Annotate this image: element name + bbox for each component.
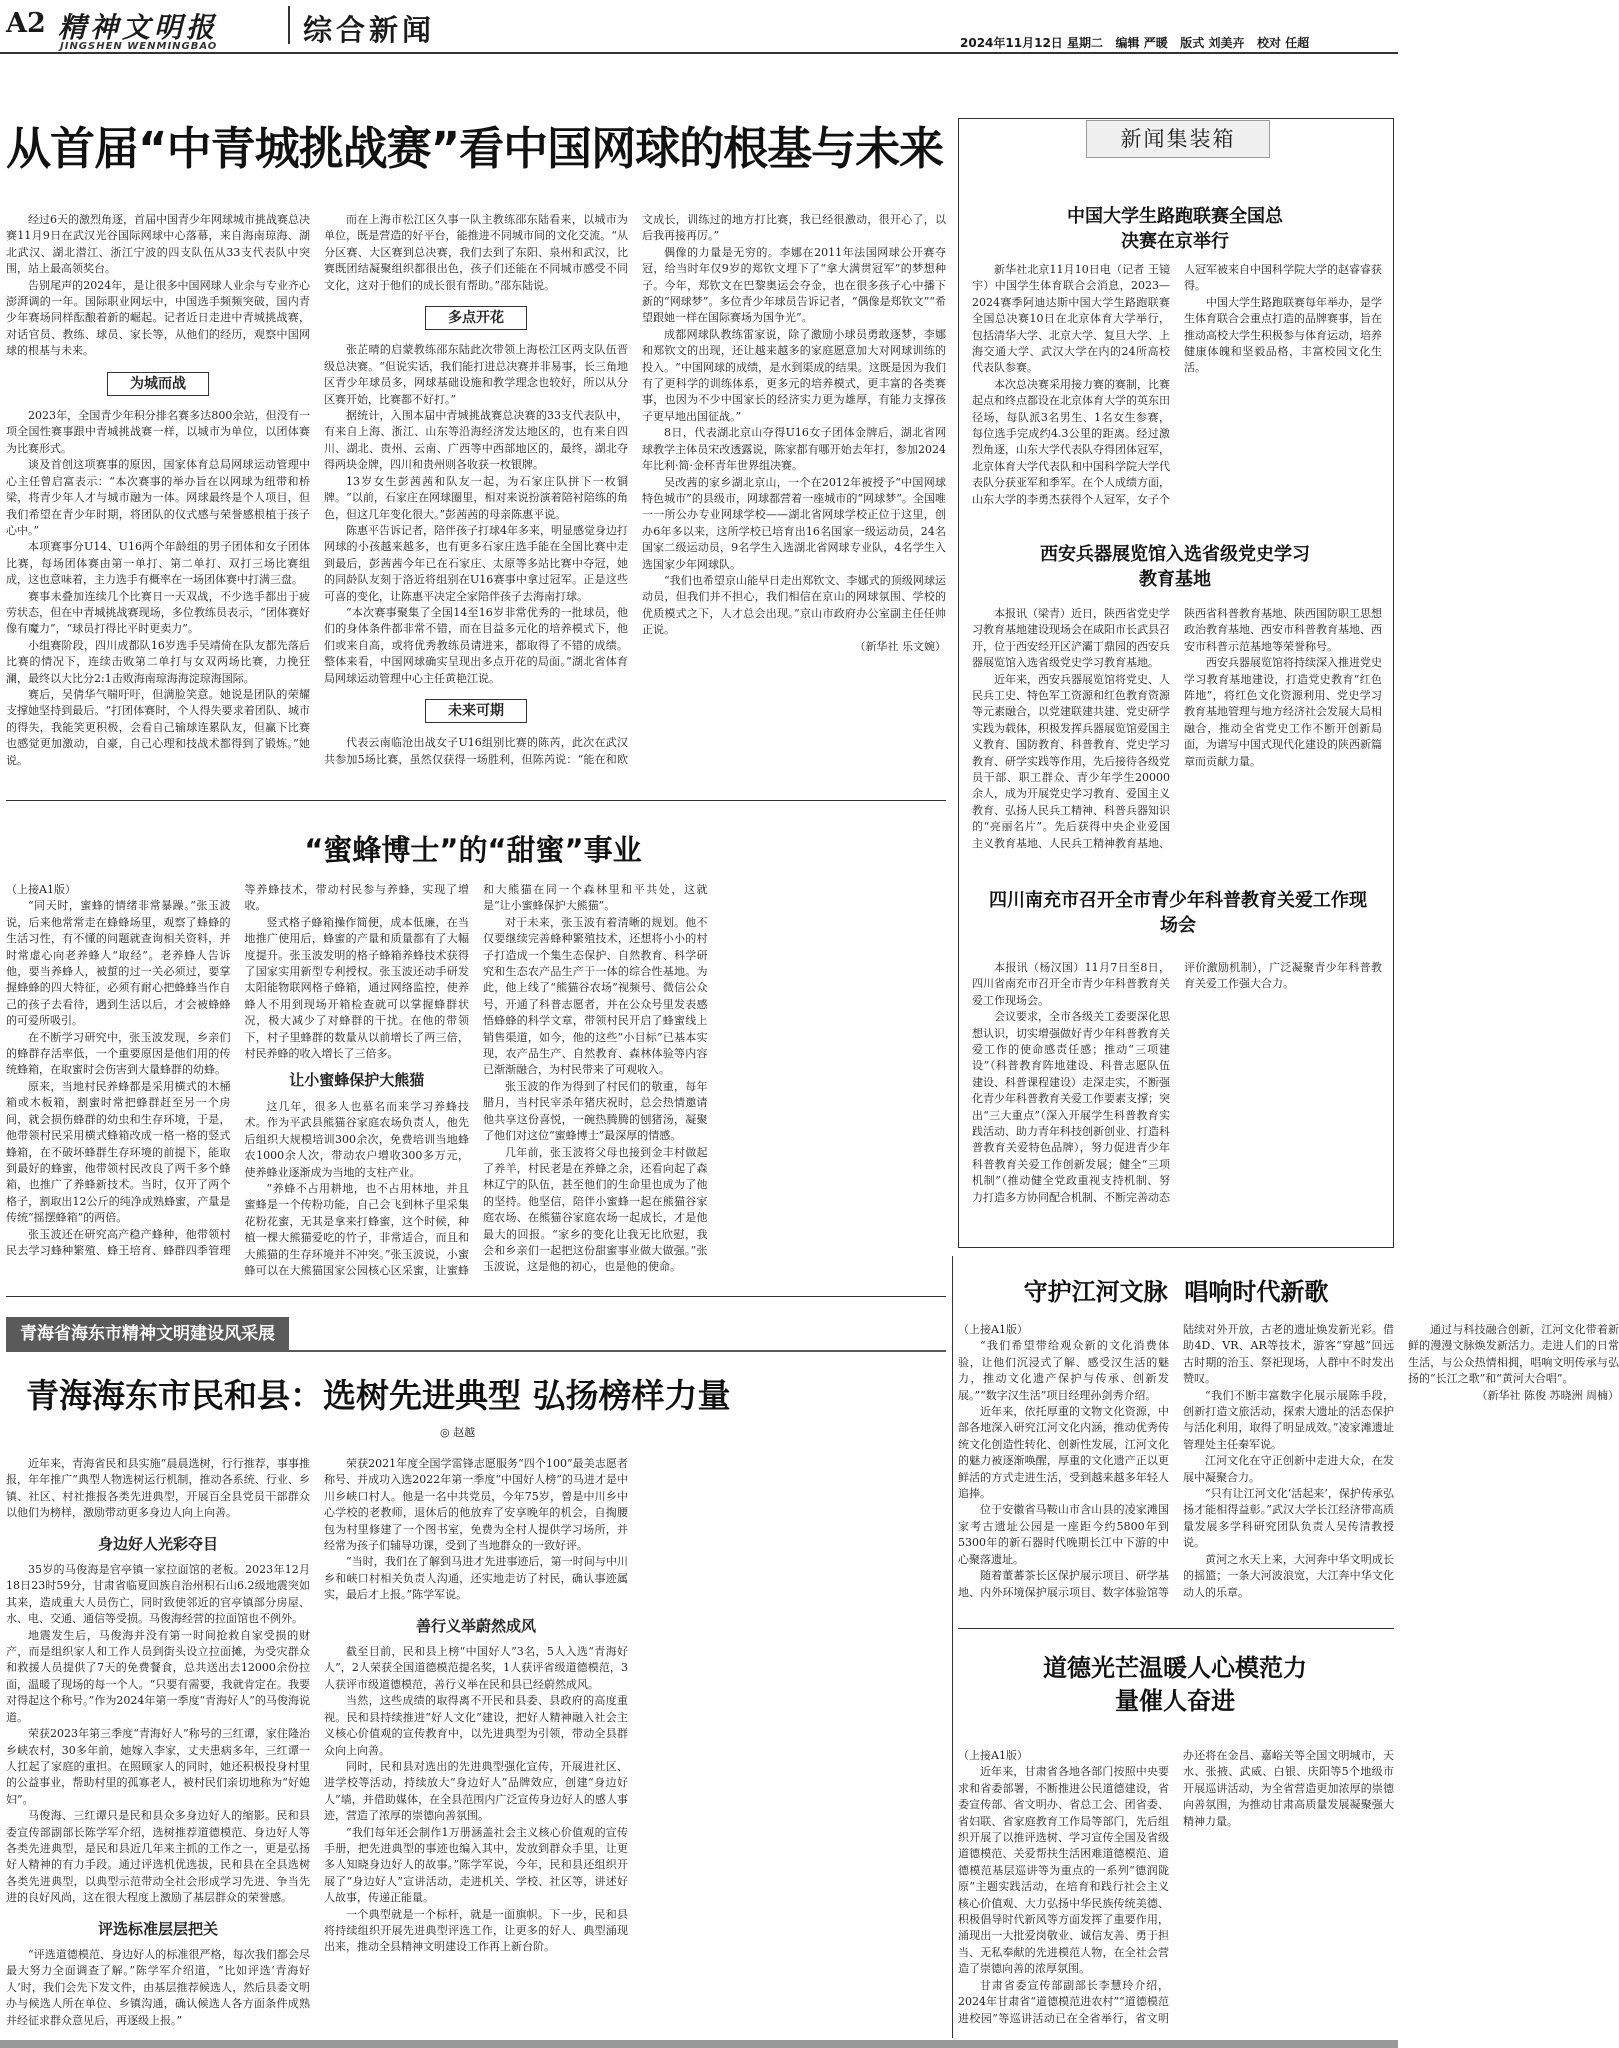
bee-paragraph: 这几年，很多人也慕名而来学习养蜂技术。作为平武县熊猫谷家庭农场负责人，他先后组织大规模培训300余次，免费培训当地蜂农1000余人次，带动农户增收300多万元，使养蜂业逐渐成为当地的支柱产业。 [244, 1099, 469, 1179]
qinghai-paragraph: 同时，民和县对选出的先进典型强化宣传，开展进社区、进学校等活动，持续放大“身边好人”品牌效应，创建“身边好人”墙，并借助媒体，在全县范围内广泛宣传身边好人的感人事迹，营造了浓厚的崇德向善氛围。 [324, 1759, 628, 1823]
sidebar-a5-paragraph: 甘肃省委宣传部副部长李慧玲介绍，2024年甘肃省“道德模范进农村”“道德模范进校园”等巡讲活动已在全省举行，省文明办还将在金昌、嘉峪关等全国文明城市，天水、张掖、武威、白银、庆阳等5个地级市开展巡讲活动，为全省营造更加浓厚的崇德向善氛围，为推动甘肃高质量发展凝聚强大精神力量。 [958, 1749, 1394, 2025]
masthead [0, 0, 1398, 56]
tennis-paragraph: 吴改茜的家乡湖北京山，一个在2012年被授予“中国网球特色城市”的县级市，网球都营着一座城市的“网球梦”。全国唯一一所公办专业网球学校——湖北省网球学校正位于这里，创办6年多以来，这所学校已培育出16名国家一级运动员，24名国家二级运动员，9名学生入选湖北省网球专业队，4名学生入选国家少年网球队。 [642, 475, 946, 571]
editor-credit: 编辑 严暖 [1115, 36, 1168, 50]
tennis-subhead: 未来可期 [425, 699, 527, 723]
tennis-body [6, 212, 946, 792]
sidebar-a1-body [972, 262, 1382, 520]
bee-paragraph: “同天时，蜜蜂的情绪非常暴躁。”张玉波说，后来他常常走在蜂蜂场里，观察了蜂蜂的生活习性，有不懂的问题就查询相关资料，并时常虚心向老养蜂人“取经”。老养蜂人告诉他，要当养蜂人，被蜇的过一关必须过，要掌握蜂蜂的四大特征，必须有耐心把蜂蜂当作自己的孩子去看待，遇到生活以后，才会被蜂蜂的可爱所吸引。 [6, 899, 231, 1028]
tennis-paragraph: 告别尾声的2024年，是让很多中国网球人业余与专业齐心澎湃调的一年。国际职业网坛中，中国选手频频突破，国内青少年赛场同样酝酿着新的崛起。记者近日走进中青城挑战赛，对话官员、教练、球员、家长等，从他们的经历，观察中国网球的根基与未来。 [6, 278, 310, 358]
sidebar-a4-continued-from: （上接A1版） [958, 1323, 1028, 1336]
qinghai-paragraph: 地震发生后，马俊海并没有第一时间抢救自家受损的财产，而是组织家人和工作人员到街头设立拉面摊，为受灾群众和救援人员提供了7天的免费餐食，总共送出去12000余份拉面，温暖了现场的每一个人。“只要有需要，我就肯定在。我要对得起这个称号。”作为2024年第一季度“青海好人”的马俊海说道。 [6, 1628, 310, 1724]
tennis-subhead: 多点开花 [425, 306, 527, 330]
sidebar-a4-paragraph: 近年来，依托厚重的文物文化资源，中部各地深入研究江河文化内涵，推动优秀传统文化创造性转化、创新性发展，江河文化的魅力被逐渐唤醒，厚重的文化遗产正以更鲜活的方式走进生活，受到越来越多年轻人追捧。 [958, 1405, 1169, 1501]
bee-paragraph: 竖式格子蜂箱操作简便，成本低廉，在当地推广使用后，蜂蜜的产量和质量都有了大幅度提升。张玉波发明的格子蜂箱养蜂技术获得了国家实用新型专利授权。张玉波还动手研发太阳能物联网格子蜂箱，通过网络监控，使养蜂人不用到现场开箱检查就可以掌握蜂群状况，极大减少了对蜂群的干扰。在他的带领下，村子里蜂群的数量从以前增长了两三倍，村民养蜂的收入增长了三倍多。 [244, 915, 469, 1061]
bee-paragraph: 原来，当地村民养蜂都是采用横式的木桶箱或木板箱，割蜜时常把蜂群赶至另一个房间，就会损伤蜂群的幼虫和生存环境，于是，他带领村民采用横式蜂箱改成一格一格的竖式蜂箱，在不破坏蜂群生存环境的前提下，能取到最好的蜂蜜，他带领村民改良了两千多个蜂箱，也推广了养蜂新技术。当时，仅开了两个格子，割取出12公斤的纯净成熟蜂蜜，产量是传统“摇摆蜂箱”的两倍。 [6, 1079, 231, 1225]
tennis-paragraph: 代表云南临沧出战女子U16组别比赛的陈芮，此次在武汉共参加5场比赛，虽然仅获得一场胜利，但陈芮说：“能在和欧文成长，训练过的地方打比赛，我已经很激动，很开心了，以后我再接再厉。” [324, 213, 946, 766]
qinghai-banner-rule [6, 1350, 946, 1352]
tennis-paragraph: 经过6天的激烈角逐，首届中国青少年网球城市挑战赛总决赛11月9日在武汉光谷国际网球中心落幕，来自海南琼海、湖北武汉、湖北潜江、浙江宁波的四支队伍从33支代表队中突围，站上最高领奖台。 [6, 213, 310, 276]
qinghai-paragraph: 当然，这些成绩的取得离不开民和县委、县政府的高度重视。民和县持续推进“好人文化”建设，把好人精神融入社会主义核心价值观的宣传教育中，以先进典型为引领，带动全县群众向上向善。 [324, 1694, 628, 1757]
sidebar-a2-body [972, 606, 1382, 856]
sidebar-a1-paragraph: 新华社北京11月10日电（记者 王镜宇）中国学生体育联合会消息，2023—2024赛季阿迪达斯中国大学生路跑联赛全国总决赛10日在北京体育大学举行，包括清华大学、北京大学、复旦大学、上海交通大学、武汉大学在内的24所高校代表队参赛。 [972, 263, 1170, 375]
paper-name-logo: 精神文明报 [58, 11, 219, 44]
sidebar-a1-paragraph: 中国大学生路跑联赛每年举办，是学生体育联合会重点打造的品牌赛事，旨在推动高校大学生积极参与体育运动，培养健康体魄和坚毅品格，丰富校园文化生活。 [1184, 295, 1382, 375]
tennis-paragraph: 8日，代表湖北京山夺得U16女子团体金牌后，湖北省网球教学主体员宋改透露说，陈家都有哪开始去年打，参加2024年比利·简·金杯青年世界组决赛。 [642, 426, 946, 473]
tennis-paragraph: 陈惠平告诉记者，陪伴孩子打球4年多来，明显感觉身边打网球的小孩越来越多，也有更多石家庄选手能在全国比赛中走到最后，彭茜茜今年已在石家庄、太原等多站比赛中夺冠，她的同龄队友刻于洛近将组别在U16赛事中拿过冠军。正是这些可喜的变化，让陈惠平决定全家陪伴孩子去海南打球。 [324, 523, 628, 603]
sidebar-a3-body [972, 960, 1382, 1230]
tennis-paragraph: 赛后，吴倩华气喘吁吁，但满脸笑意。她说是团队的荣耀支撑她坚持到最后。“打团体赛时，个人得失要求着团队、城市的得失，我能笑更积极，会看自己输球连累队友，但赢下比赛也感觉更加激动，自豪，自己心理和技战术都得到了锻炼。”她说。 [6, 687, 310, 767]
qinghai-paragraph: 一个典型就是一个标杆，就是一面旗帜。下一步，民和县将持续组织开展先进典型评选工作，让更多的好人、典型涌现出来，推动全县精神文明建设工作再上新台阶。 [324, 1907, 628, 1954]
sidebar-a4-paragraph: 通过与科技融合创新，江河文化带着新鲜的漫漫文脉焕发新活力。走进人们的日常生活，与公众热情相拥，唱响文明传承与弘扬的“长江之歌”和“黄河大合唱”。 [1408, 1323, 1619, 1386]
bee-body [6, 882, 946, 1282]
bee-paragraph: 对于未来，张玉波有着清晰的规划。他不仅要继续完善蜂种繁殖技术，还想将小小的村子打造成一个集生态保护、自然教育、科学研究和生态农产品生产于一体的综合性基地。为此，他上线了“熊猫谷农场”视频号、微信公众号，开通了科普志愿者，并在公众号里发表感悟蜂蜂的科学文章，带领村民开启了蜂蜜线上销售渠道，如今，他的这些“小目标”已基本实现，农产品生产、自然教育、森林体验等内容已渐渐融合，为村民带来了可观收入。 [483, 915, 708, 1077]
sidebar-a2-paragraph: 本报讯（梁青）近日，陕西省党史学习教育基地建设现场会在咸阳市长武县召开，位于西安经开区浐灞丁鼎园的西安兵器展览馆入选省级党史学习教育基地。 [972, 607, 1170, 670]
qinghai-subhead: 善行义举蔚然成风 [415, 1616, 536, 1635]
tennis-paragraph: 谈及首创这项赛事的原因，国家体育总局网球运动管理中心主任曾启富表示：“本次赛事的举办旨在以网球为纽带和桥梁，将青少年人才与城市融为一体。网球最终是个人项目，但我们希望在青少年时期，将团队的仪式感与荣誉感根植于孩子心中。” [6, 458, 310, 537]
tennis-paragraph: 小组赛阶段，四川成都队16岁选手吴靖倚在队友都先落后比赛的情况下，连续击败第二单打与女双两场比赛，力挽狂澜，最终以大比分2:1击败海南琼海海淀琼海国际。 [6, 638, 310, 685]
qinghai-subhead: 身边好人光彩夺目 [97, 1534, 218, 1553]
masthead-divider [288, 6, 290, 44]
sidebar-header-label: 新闻集装箱 [1120, 127, 1236, 151]
qinghai-paragraph: 35岁的马俊海是官亭镇一家拉面馆的老板。2023年12月18日23时59分，甘肃省临夏回族自治州积石山6.2级地震突如其来，造成重大人员伤亡，同时致使邻近的官亭镇部分房屋、水、电、交通、通信等受损。马俊海经营的拉面馆也不例外。 [6, 1563, 310, 1626]
bee-paragraph: 几年前，张玉波将父母也接到金丰村做起了养羊，村民老是在养蜂之余，还看向起了森林辽宁的队伍，甚至他们的生命里也成为了他的坚持。他坚信，陪伴小蜜蜂一起在熊猫谷家庭农场、在熊猫谷家庭农场一起成长，才是他最大的回报。“家乡的变化让我无比欣慰，我会和乡亲们一起把这份甜蜜事业做大做强。”张玉波说，这是他的初心，也是他的使命。 [483, 1145, 708, 1274]
proof-credit: 校对 任超 [1257, 36, 1310, 50]
tennis-paragraph: 2023年，全国青少年积分排名赛多达800余站，但没有一项全国性赛事跟中青城挑战赛一样，以城市为单位，以团体赛为比赛形式。 [6, 409, 310, 455]
tennis-paragraph: 赛事未叠加连续几个比赛日一天双战，不少选手都出于疲劳状态，但在中青城挑战赛现场，多位教练员表示，“团体赛好像有魔力”，“球员打得比平时更卖力”。 [6, 589, 310, 636]
sidebar-a4-title: 守护江河文脉 唱响时代新歌 [1023, 1278, 1329, 1306]
qinghai-paragraph: “我们每年还会制作1万册涵盖社会主义核心价值观的宣传手册，把先进典型的事迹也编入其中，发放到群众手里，让更多人知晓身边好人的故事。”陈学军说，今年，民和县还组织开展了“身边好人”宣讲活动，走进机关、学校、社区等，讲述好人故事，传递正能量。 [324, 1825, 628, 1905]
tennis-paragraph: 张芷晴的启蒙教练邵东陆此次带领上海松江区两支队伍晋级总决赛。“但说实话，我们能打进总决赛并非易事，长三角地区青少年球员多，网球基础设施和教学理念也较好，所以从分区赛开始，比赛都不好打。” [324, 343, 628, 406]
tennis-paragraph: 而在上海市松江区久事一队主教练邵东陆看来，以城市为单位，既是营造的好平台，能推进不同城市间的文化交流。“从分区赛、大区赛到总决赛，我们去到了东阳、泉州和武汉，比赛既团结凝聚组织都很出色，孩子们还能在不同城市感受不同文化，这对于他们的成长很有帮助。”邵东陆说。 [324, 213, 628, 292]
tennis-paragraph: 13岁女生彭茜茜和队友一起，为石家庄队拼下一枚铜牌。“以前，石家庄在网球圈里，相对来说扮演着陪衬陪练的角色，但这几年变化很大。”彭茜茜的母亲陈惠平说。 [324, 474, 628, 521]
qinghai-paragraph: “评选道德模范、身边好人的标准很严格，每次我们都会尽最大努力全面调查了解。”陈学军介绍道，“比如评选‘青海好人’时，我们会先下发文件，由基层推荐候选人，然后县委文明办与候选人所在单位、乡镇沟通，确认候选人各方面条件成熟并经征求群众意见后，再逐级上报。” [6, 1947, 310, 2027]
qinghai-headline: 青海海东市民和县：选树先进典型 弘扬榜样力量 [26, 1376, 731, 1415]
sidebar-a4-paragraph: 位于安徽省马鞍山市含山县的凌家滩国家考古遗址公园是一座距今约5800年到5300年的新石器时代晚期长江中下游的中心聚落遗址。 [958, 1503, 1169, 1566]
bee-headline: “蜜蜂博士”的“甜蜜”事业 [304, 833, 642, 867]
sidebar-a5-continued-from: （上接A1版） [958, 1749, 1028, 1762]
sidebar-a4-paragraph: “我们希望带给观众新的文化消费体验，让他们沉浸式了解、感受汉生活的魅力，推动文化遗产保护与传承、创新发展。”“数字汉生活”项目经理孙剑秀介绍。 [958, 1339, 1169, 1402]
masthead-meta [960, 34, 1309, 51]
bee-paragraph: 张玉波的作为得到了村民们的敬重，每年腊月，当村民宰杀年猪庆祝时，总会热情邀请他共享这份喜悦，一碗热腾腾的刨猪汤，凝聚了他们对这位“蜜蜂博士”最深厚的情感。 [483, 1079, 708, 1143]
sidebar-a5-title: 道德光芒温暖人心模范力量催人奋进 [1043, 1654, 1307, 1715]
column-divider [952, 1256, 953, 2038]
qinghai-paragraph: “当时，我们在了解到马进才先进事迹后，第一时间与中川乡和峡口村相关负责人沟通，还实地走访了村民，确认事迹属实，最后才上报。”陈学军说。 [324, 1555, 628, 1602]
tennis-paragraph: 据统计，入围本届中青城挑战赛总决赛的33支代表队中，有来自上海、浙江、山东等沿海经济发达地区的，也有来自四川、湖北、贵州、云南、广西等中西部地区的，最终，湖北夺得两块金牌，四川和贵州则各收获一枚银牌。 [324, 409, 628, 472]
masthead-rule [0, 52, 1398, 54]
section-name: 综合新闻 [303, 13, 436, 47]
qinghai-paragraph: 截至目前，民和县上榜“中国好人”3名，5人入选“青海好人”，2人荣获全国道德模范提名奖，1人获评省级道德模范，3人获评市级道德模范，善行义举在民和县已经蔚然成风。 [324, 1645, 628, 1691]
sidebar-a2-paragraph: 西安兵器展览馆将持续深入推进党史学习教育基地建设，打造党史教育“红色阵地”，将红色文化资源利用、党史学习教育基地管理与地方经济社会发展大局相融合，推动全省党史工作不断开创新局面，为谱写中国式现代化建设的陕西新篇章而贡献力量。 [1184, 656, 1382, 768]
tennis-paragraph: “本次赛事聚集了全国14至16岁非常优秀的一批球员，他们的身体条件都非常不错，而在目益多元化的培养模式下，他们或来自高，或将优秀教练员请进来，都取得了不错的成绩。整体来看，中国网球确实呈现出多点开花的局面。”湖北省体育局网球运动管理中心主任黄艳江说。 [324, 605, 628, 685]
sidebar-a4-paragraph: 黄河之水天上来，大河奔中华文明成长的摇篮；一条大河波浪宽，大江奔中华文化动人的乐章。 [1183, 1552, 1394, 1599]
tennis-paragraph: “我们也希望京山能早日走出郑钦文、李娜式的顶级网球运动员，但我们并不担心，我们相信在京山的网球氛围、学校的优质模式之下，人才总会出现。”京山市政府办公室副主任任帅正说。 [642, 573, 946, 637]
sidebar-a3-paragraph: 会议要求，全市各级关工委要深化思想认识，切实增强做好青少年科普教育关爱工作的使命感责任感；推动“三项建设”（科普教育阵地建设、科普志愿队伍建设、科普课程建设）走深走实，不断强化青少年科普教育关爱工作要素支撑；突出“三大重点”（深入开展学生科普教育实践活动、助力青年科技创新创业、打造科普教育关爱特色品牌），努力促进青少年科普教育关爱工作创新发展；健全“三项机制”（推动健全党政重视支持机制、努力打造多方协同配合机制、不断完善动态评价激励机制），广泛凝聚青少年科普教育关爱工作强大合力。 [972, 961, 1382, 1204]
tennis-paragraph: 偶像的力量是无穷的。李娜在2011年法国网球公开赛夺冠，给当时年仅9岁的郑钦文埋下了“拿大满贯冠军”的梦想种子。今年，郑钦文在巴黎奥运会夺金，也在很多孩子心中播下新的“网球梦”。多位青少年球员告诉记者，“偶像是郑钦文”“希望跟她一样在国际赛场为国争光”。 [642, 245, 946, 325]
bee-paragraph: “养蜂不占用耕地，也不占用林地，并且蜜蜂是一个传粉功能，自己会飞到林子里采集花粉花蜜，无其是拿来打蜂蜜，这个时候，种植一棵大熊猫爱吃的竹子，非常适合，而且和大熊猫的生存环境并不冲突。”张玉波说，小蜜蜂可以在大熊猫国家公园核心区采蜜，让蜜蜂和大熊猫在同一个森林里和平共处，这就是“让小蜜蜂保护大熊猫”。 [244, 883, 708, 1277]
tennis-byline: （新华社 乐文婉） [854, 639, 946, 653]
page-bottom-bar [0, 2040, 1398, 2048]
sidebar-a3-title: 四川南充市召开全市青少年科普教育关爱工作现场会 [989, 890, 1367, 936]
tennis-bottom-rule [6, 800, 946, 801]
sidebar-a5-body [958, 1748, 1394, 2038]
sidebar-a4-bottom-rule [958, 1628, 1394, 1629]
layout-credit: 版式 刘美卉 [1180, 36, 1245, 50]
qinghai-author: ◎ 赵越 [440, 1426, 476, 1439]
tennis-paragraph: 成都网球队教练雷家说，除了激励小球员勇敢逐梦，李娜和郑钦文的出现，还让越来越多的家庭愿意加大对网球训练的投入。“中国网球的成绩，是水到渠成的结果。这既是因为我们有了更科学的训练体系，更多元的培养模式，更丰富的各类赛事，也因为不少中国家长的经济实力更为雄厚，有能力支撑孩子更早地出国征战。” [642, 327, 946, 423]
sidebar-a4-byline: （新华社 陈俊 苏晓洲 周楠） [1476, 1388, 1619, 1402]
bee-continued-from: （上接A1版） [6, 883, 76, 896]
sidebar-a4-paragraph: 江河文化在守正创新中走进大众，在发展中凝聚合力。 [1183, 1454, 1394, 1484]
page-number: A2 [6, 8, 46, 39]
sidebar-a4-paragraph: 随着董蕃茶长区保护展示项目、研学基地、内外环境保护展示项目、数字体验馆等陆续对外开放，古老的遗址焕发新光彩。借助4D、VR、AR等技术，游客“穿越”回远古时期的治玉、祭祀现场，人群中不时发出赞叹。 [958, 1323, 1394, 1599]
qinghai-subhead: 评选标准层层把关 [97, 1919, 218, 1938]
tennis-headline: 从首届“中青城挑战赛”看中国网球的根基与未来 [6, 122, 944, 175]
tennis-subhead: 为城而战 [107, 372, 209, 396]
sidebar-a1-title: 中国大学生路跑联赛全国总决赛在京举行 [1067, 206, 1283, 252]
sidebar-a4-paragraph: “只有让江河文化‘活起来’，保护传承弘扬才能相得益彰。”武汉大学长江经济带高质量发展多学科研究团队负责人吴传清教授说。 [1183, 1487, 1394, 1550]
sidebar-a1-paragraph: 本次总决赛采用接力赛的赛制，比赛起点和终点都设在北京体育大学的英东田径场，每队派3名男生、1名女生参赛，每位选手完成约4.3公里的距离。经过激烈角逐，山东大学代表队夺得团体冠军，北京体育大学代表队和中国科学院大学代表队分获亚军和季军。在个人成绩方面，山东大学的李勇杰获得个人冠军，女子个人冠军被来自中国科学院大学的赵睿睿获得。 [972, 263, 1382, 506]
qinghai-body [6, 1456, 946, 2038]
bee-bottom-rule [6, 1296, 946, 1297]
qinghai-paragraph: 荣获2021年度全国学雷锋志愿服务“四个100”最美志愿者称号、并成功入选2022年第一季度“中国好人榜”的马进才是中川乡峡口村人。他是一名中共党员，今年75岁，曾是中川乡中心学校的老教师，退休后的他放弃了安享晚年的机会，自掏腰包为村里修建了一个图书室，免费为全村人提供学习场所，并经常为孩子们辅导功课，受到了当地群众的一致好评。 [324, 1457, 628, 1553]
qinghai-paragraph: 近年来，青海省民和县实施“晨晨选树，行行推荐，事事推报，年年推广”典型人物选树运行机制，推动各系统、行业、乡镇、社区、村社推报各类先进典型，开展百全县党员干部群众以他们为榜样，激励带动更多身边人向上向善。 [6, 1457, 310, 1520]
qinghai-paragraph: 荣获2023年第三季度“青海好人”称号的三红谭，家住隆治乡峡农村，30多年前，她嫁入李家，丈夫患病多年，三红谭一人扛起了家庭的重担。在照顾家人的同时，她还积极投身村里的公益事业，帮助村里的孤寡老人，被村民们亲切地称为“好媳妇”。 [6, 1727, 310, 1806]
qinghai-banner: 青海省海东市精神文明建设风采展 [6, 1317, 289, 1351]
paper-pinyin: JINGSHEN WENMINGBAO [60, 41, 218, 52]
bee-paragraph: 在不断学习研究中，张玉波发现，乡亲们的蜂群存活率低，一个重要原因是他们用的传统蜂箱，在取蜜时会伤害到大量蜂群的幼蜂。 [6, 1030, 231, 1077]
issue-date: 2024年11月12日 星期二 [960, 36, 1103, 50]
sidebar-a4-paragraph: “我们不断丰富数字化展示展陈手段，创新打造文旅活动，探索大遗址的活态保护与活化利用，取得了明显成效。”凌家滩遗址管理处主任秦军说。 [1183, 1388, 1394, 1451]
bee-paragraph: 张玉波还在研究高产稳产蜂种，他带领村民去学习蜂种繁殖、蜂王培育、蜂群四季管理等养蜂技术，带动村民参与养蜂，实现了增收。 [6, 883, 469, 1257]
sidebar-a5-paragraph: 近年来，甘肃省各地各部门按照中央要求和省委部署，不断推进公民道德建设，省委宣传部、省文明办、省总工会、团省委、省妇联、省家庭教育工作局等部门，先后组织开展了以推评选树、学习宣传全国及省级道德模范、关爱帮扶生活困难道德模范、道德模范基层巡讲等为重点的一系列“德润陇原”主题实践活动，在培育和践行社会主义核心价值观、大力弘扬中华民族传统美德、积极倡导时代新风等方面发挥了重要作用，涌现出一大批爱岗敬业、诚信友善、勇于担当、无私奉献的先进模范人物，在全社会营造了崇德向善的浓厚氛围。 [958, 1765, 1169, 1976]
sidebar-header [1086, 120, 1270, 158]
sidebar-a3-paragraph: 本报讯（杨汉国）11月7日至8日，四川省南充市召开全市青少年科普教育关爱工作现场会。 [972, 961, 1170, 1007]
qinghai-paragraph: 马俊海、三红谭只是民和县众多身边好人的缩影。民和县委宣传部副部长陈学军介绍，选树推荐道德模范、身边好人等各类先进典型，是民和县近几年来主抓的工作之一，更是弘扬好人精神的有力手段。通过评选机优选拔，民和县在全县选树各类先进典型，以典型示范带动全社会形成学习先进、争当先进的良好风尚，这在很大程度上激励了基层群众的荣誉感。 [6, 1809, 310, 1905]
sidebar-a4-body [958, 1322, 1619, 1612]
tennis-paragraph: 本项赛事分U14、U16两个年龄组的男子团体和女子团体比赛，每场团体赛由第一单打、第二单打、双打三场比赛组成，这也意味着，主力选手有概率在一场团体赛中打满三盘。 [6, 540, 310, 587]
sidebar-a2-title: 西安兵器展览馆入选省级党史学习教育基地 [1040, 544, 1310, 590]
bee-subhead: 让小蜜蜂保护大熊猫 [289, 1071, 425, 1090]
sidebar-a2-paragraph: 近年来，西安兵器展览馆将党史、人民兵工史、特色军工资源和红色教育资源等元素融合，以党建联建共建、党史研学实践为载体，积极发挥兵器展览馆爱国主义教育、国防教育、科普教育、党史学习教育、研学实践等作用，先后接待各级党员干部、职工群众、青少年学生20000余人，成为开展党史学习教育、爱国主义教育、弘扬人民兵工精神、科普兵器知识的“亮丽名片”。先后获得中央企业爱国主义教育基地、人民兵工精神教育基地、陕西省科普教育基地、陕西国防职工思想政治教育基地、西安市科普教育基地、西安市科普示范基地等荣誉称号。 [972, 607, 1382, 850]
